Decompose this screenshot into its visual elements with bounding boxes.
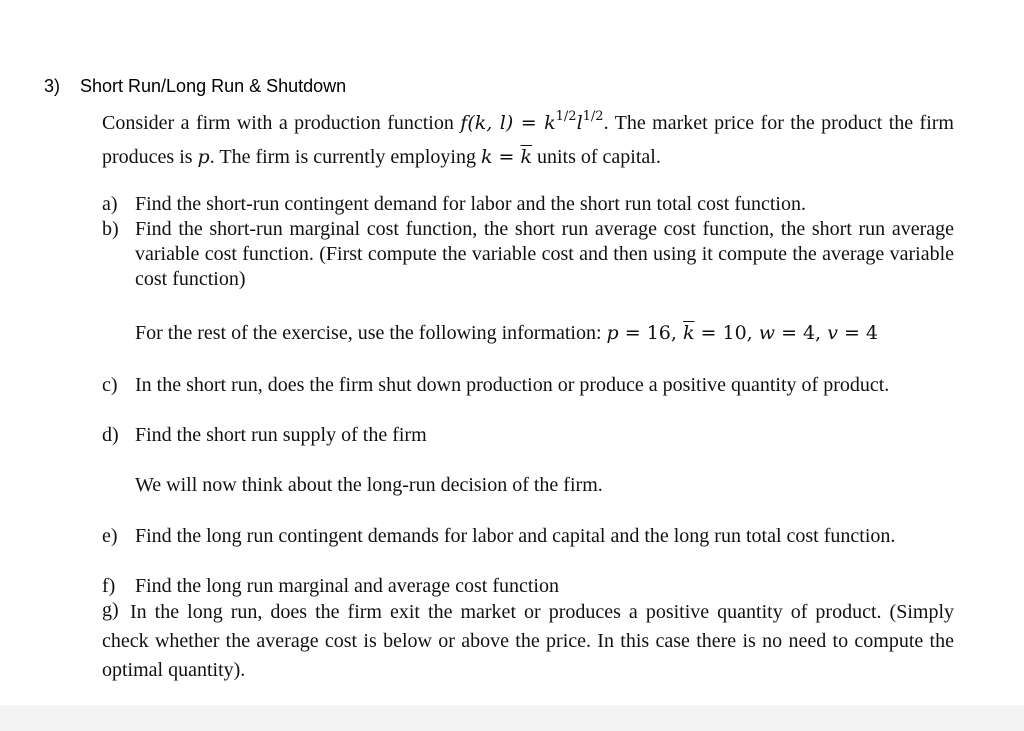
question-part-a [102, 192, 954, 217]
question-title: Short Run/Long Run & Shutdown [80, 76, 347, 96]
part-text: Find the short run supply of the firm [135, 424, 427, 446]
math-eq-4: = 4 [837, 322, 879, 344]
given-information [135, 322, 878, 345]
intro-text-4: units of capital. [532, 146, 661, 168]
intro-text-2: . The market price for the product the firm produces is [102, 112, 954, 168]
math-f-args: (k, l) = [467, 112, 545, 134]
intro-text-1: Consider a firm with a production function [102, 112, 461, 134]
question-part-c [102, 373, 954, 398]
long-run-note: We will now think about the long-run decision of the firm. [135, 474, 603, 496]
part-text: Find the short-run contingent demand for labor and the short run total cost function. [135, 193, 806, 215]
intro-text-3: . The firm is currently employing [209, 146, 481, 168]
part-text: Find the long run marginal and average cost function [135, 575, 559, 597]
part-label: b) [102, 218, 119, 240]
math-p: p [197, 146, 210, 168]
part-text: In the long run, does the firm exit the market or produces a positive quantity of product. (Simply check whether the average cost is below or above the price. In this case there is no need to compute the optimal quantity). [102, 601, 954, 681]
math-k: k [544, 112, 556, 134]
page-footer-band [0, 705, 1024, 731]
math-w: w [758, 322, 776, 344]
part-text: Find the short-run marginal cost function, the short run average cost function, the short run average variable cost function. (First compute the variable cost and then using it compute the average variable cost function) [135, 218, 954, 290]
math-eq-2: = 10, [694, 322, 759, 344]
question-part-b [102, 217, 954, 292]
question-heading [44, 76, 346, 97]
part-label: f) [102, 575, 116, 597]
math-p: p [606, 322, 619, 344]
math-l-exponent: 1/2 [582, 108, 604, 124]
math-kbar: $\overline{k}$ [520, 146, 532, 168]
math-kbar: $\overline{k}$ [682, 322, 695, 344]
math-l: l [576, 112, 583, 134]
info-lead: For the rest of the exercise, use the following information: [135, 322, 607, 344]
part-label: c) [102, 374, 118, 396]
part-text: Find the long run contingent demands for labor and capital and the long run total cost function. [135, 525, 896, 547]
intro-paragraph [102, 106, 954, 174]
part-label: d) [102, 424, 119, 446]
part-label: e) [102, 525, 118, 547]
question-number: 3) [44, 76, 61, 96]
math-eq-1: = 16, [618, 322, 683, 344]
part-label: a) [102, 193, 118, 215]
question-part-d [102, 423, 954, 448]
part-text: In the short run, does the firm shut down production or produce a positive quantity of product. [135, 374, 890, 396]
question-part-f [102, 574, 954, 599]
math-k-exponent: 1/2 [555, 108, 577, 124]
part-label: g) [102, 599, 119, 621]
question-part-g [102, 598, 954, 685]
question-part-e [102, 524, 954, 549]
math-k-eq: k = [480, 146, 521, 168]
math-eq-3: = 4, [775, 322, 828, 344]
math-f: f [460, 112, 468, 134]
math-v: v [827, 322, 838, 344]
